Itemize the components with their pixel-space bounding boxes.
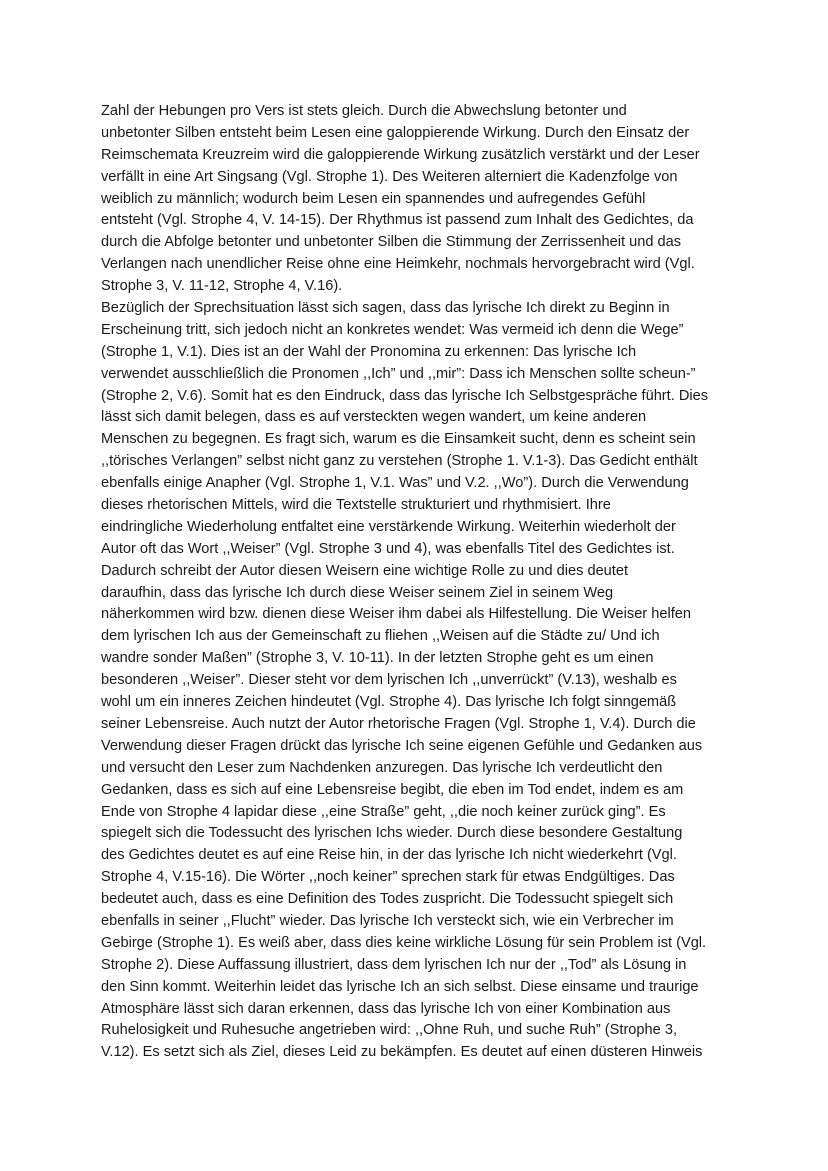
- text-line: wandre sonder Maßen” (Strophe 3, V. 10-11). In der letzten Strophe geht es um einen: [101, 650, 654, 667]
- text-line: weiblich zu männlich; wodurch beim Lesen ein spannendes und aufregendes Gefühl: [101, 190, 646, 207]
- text-line: wohl um ein inneres Zeichen hindeutet (Vgl. Strophe 4). Das lyrische Ich folgt sinngemäß: [101, 694, 677, 711]
- text-line: Strophe 4, V.15-16). Die Wörter ,,noch keiner” sprechen stark für etwas Endgültiges. Das: [101, 869, 675, 886]
- text-line: Verwendung dieser Fragen drückt das lyrische Ich seine eigenen Gefühle und Gedanken aus: [101, 737, 703, 754]
- text-line: Strophe 2). Diese Auffassung illustriert, dass dem lyrischen Ich nur der ,,Tod” als Lösung in: [101, 956, 687, 973]
- text-line: seiner Lebensreise. Auch nutzt der Autor rhetorische Fragen (Vgl. Strophe 1, V.4). Durch die: [101, 715, 696, 732]
- text-line: dem lyrischen Ich aus der Gemeinschaft zu fliehen ,,Weisen auf die Städte zu/ Und ich: [101, 628, 660, 645]
- text-line: durch die Abfolge betonter und unbetonter Silben die Stimmung der Zerrissenheit und das: [101, 234, 682, 251]
- text-line: Menschen zu begegnen. Es fragt sich, warum es die Einsamkeit sucht, denn es scheint sein: [101, 431, 696, 448]
- text-line: Gebirge (Strophe 1). Es weiß aber, dass dies keine wirkliche Lösung für sein Problem ist (Vgl.: [101, 934, 707, 951]
- text-line: näherkommen wird bzw. dienen diese Weiser ihm dabei als Hilfestellung. Die Weiser helfen: [101, 606, 691, 623]
- text-line: Ende von Strophe 4 lapidar diese ,,eine Straße” geht, ,,die noch keiner zurück ging”. Es: [101, 803, 666, 820]
- text-line: Gedanken, dass es sich auf eine Lebensreise begibt, die eben im Tod endet, indem es am: [101, 781, 684, 798]
- text-line: bedeutet auch, dass es eine Definition des Todes zuspricht. Die Todessucht spiegelt sich: [101, 891, 674, 908]
- text-line: eindringliche Wiederholung entfaltet eine verstärkende Wirkung. Weiterhin wiederholt der: [101, 518, 676, 535]
- text-line: (Strophe 2, V.6). Somit hat es den Eindruck, dass das lyrische Ich Selbstgespräche führt. Dies: [101, 387, 709, 404]
- text-line: entsteht (Vgl. Strophe 4, V. 14-15). Der Rhythmus ist passend zum Inhalt des Gedichtes, da: [101, 212, 694, 229]
- text-line: verwendet ausschließlich die Pronomen ,,Ich” und ,,mir”: Dass ich Menschen sollte scheun-”: [101, 365, 696, 382]
- text-line: Reimschemata Kreuzreim wird die galoppierende Wirkung zusätzlich verstärkt und der Leser: [101, 146, 700, 163]
- text-line: besonderen ,,Weiser”. Dieser steht vor dem lyrischen Ich ,,unverrückt” (V.13), weshalb es: [101, 672, 677, 689]
- text-line: Ruhelosigkeit und Ruhesuche angetrieben wird: ,,Ohne Ruh, und suche Ruh” (Strophe 3,: [101, 1022, 677, 1039]
- text-line: Strophe 3, V. 11-12, Strophe 4, V.16).: [101, 278, 343, 295]
- text-line: V.12). Es setzt sich als Ziel, dieses Leid zu bekämpfen. Es deutet auf einen düsteren Hinweis: [101, 1044, 703, 1061]
- text-line: Dadurch schreibt der Autor diesen Weisern eine wichtige Rolle zu und dies deutet: [101, 562, 629, 579]
- text-line: Autor oft das Wort ,,Weiser” (Vgl. Strophe 3 und 4), was ebenfalls Titel des Gedichtes ist.: [101, 540, 675, 557]
- text-line: des Gedichtes deutet es auf eine Reise hin, in der das lyrische Ich nicht wiederkehrt (Vgl.: [101, 847, 677, 864]
- text-line: Zahl der Hebungen pro Vers ist stets gleich. Durch die Abwechslung betonter und: [101, 103, 627, 119]
- text-line: Atmosphäre lässt sich daran erkennen, dass das lyrische Ich von einer Kombination aus: [101, 1000, 671, 1017]
- body-text: [101, 101, 741, 1064]
- text-line: Verlangen nach unendlicher Reise ohne eine Heimkehr, nochmals hervorgebracht wird (Vgl.: [101, 256, 695, 273]
- text-line: unbetonter Silben entsteht beim Lesen eine galoppierende Wirkung. Durch den Einsatz der: [101, 124, 690, 141]
- text-line: Bezüglich der Sprechsituation lässt sich sagen, dass das lyrische Ich direkt zu Beginn in: [101, 300, 670, 317]
- text-line: den Sinn kommt. Weiterhin leidet das lyrische Ich an sich selbst. Diese einsame und traurige: [101, 978, 699, 995]
- text-line: und versucht den Leser zum Nachdenken anzuregen. Das lyrische Ich verdeutlicht den: [101, 759, 663, 776]
- text-line: dieses rhetorischen Mittels, wird die Textstelle strukturiert und rhythmisiert. Ihre: [101, 497, 611, 514]
- text-line: spiegelt sich die Todessucht des lyrischen Ichs wieder. Durch diese besondere Gestaltung: [101, 825, 683, 842]
- text-line: ebenfalls einige Anapher (Vgl. Strophe 1, V.1. Was” und V.2. ,,Wo”). Durch die Verwendung: [101, 475, 689, 492]
- text-line: ,,törisches Verlangen” selbst nicht ganz zu verstehen (Strophe 1. V.1-3). Das Gedicht enthält: [101, 453, 698, 470]
- text-line: ebenfalls in seiner ,,Flucht” wieder. Das lyrische Ich versteckt sich, wie ein Verbrecher im: [101, 912, 674, 929]
- text-line: verfällt in eine Art Singsang (Vgl. Strophe 1). Des Weiteren alterniert die Kadenzfolge von: [101, 168, 678, 185]
- text-line: lässt sich damit belegen, dass es auf versteckten wegen wandert, um keine anderen: [101, 409, 647, 426]
- text-line: daraufhin, dass das lyrische Ich durch diese Weiser seinem Ziel in seinem Weg: [101, 584, 614, 601]
- text-line: (Strophe 1, V.1). Dies ist an der Wahl der Pronomina zu erkennen: Das lyrische Ich: [101, 343, 637, 360]
- text-line: Erscheinung tritt, sich jedoch nicht an konkretes wendet: Was vermeid ich denn die Wege”: [101, 321, 684, 338]
